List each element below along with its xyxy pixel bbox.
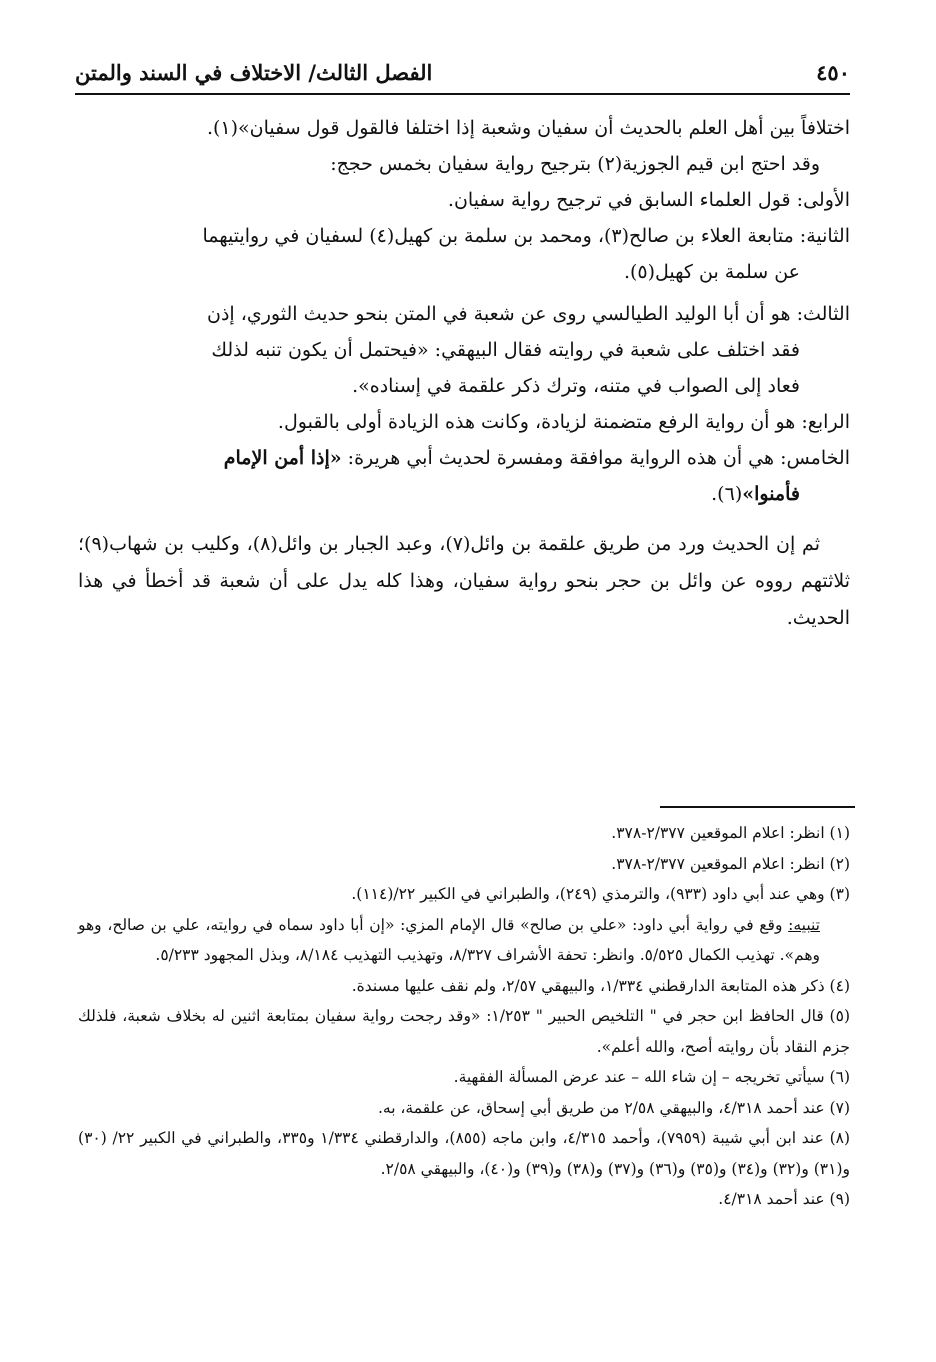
footnote-4: (٤) ذكر هذه المتابعة الدارقطني ١/٣٣٤، والبيهقي ٢/٥٧، ولم نقف عليها مسندة. <box>351 976 850 995</box>
header-rule <box>75 93 850 95</box>
argument-fifth-text: هي أن هذه الرواية موافقة ومفسرة لحديث أبي هريرة: <box>341 447 781 469</box>
argument-first-label: الأولى: <box>796 189 850 211</box>
footnote-9: (٩) عند أحمد ٤/٣١٨. <box>718 1190 850 1208</box>
hadith-quote-end: فأمنوا» <box>742 483 800 505</box>
argument-second-continuation: عن سلمة بن كهيل(٥). <box>623 261 800 283</box>
concluding-paragraph: ثم إن الحديث ورد من طريق علقمة بن وائل(٧)، وعبد الجبار بن وائل(٨)، وكليب بن شهاب(٩)؛ ثلاثتهم رووه عن وائل بن حجر بنحو رواية سفيان، وهذا كله يدل على أن شعبة قد أخطأ في هذا الحديث. <box>78 533 850 629</box>
footnote-3: (٣) وهي عند أبي داود (٩٣٣)، والترمذي (٢٤٩)، والطبراني في الكبير ٢٢/(١١٤). <box>351 885 850 903</box>
argument-fifth-continuation <box>78 476 850 512</box>
argument-fourth-label: الرابع: <box>801 411 850 433</box>
footnote-3-note-label: تنبيه: <box>788 915 820 934</box>
footnote-8: (٨) عند ابن أبي شيبة (٧٩٥٩)، وأحمد ٤/٣١٥، وابن ماجه (٨٥٥)، والدارقطني ١/٣٣٤ و٣٣٥، والطبراني في الكبير ٢٢/ (٣٠) و(٣١) و(٣٢) و(٣٤) و(٣٥) و(٣٦) و(٣٧) و(٣٨) و(٣٩) و(٤٠)، والبيهقي ٢/٥٨. <box>78 1129 851 1178</box>
argument-first <box>78 182 850 218</box>
argument-fourth-text: هو أن رواية الرفع متضمنة لزيادة، وكانت هذه الزيادة أولى بالقبول. <box>277 411 802 433</box>
page-number: ٤٥٠ <box>816 60 850 85</box>
footnote-2: (٢) انظر: اعلام الموقعين ٢/٣٧٧-٣٧٨. <box>611 854 850 873</box>
footnote-ref-6: (٦). <box>711 483 743 505</box>
footnote-1: (١) انظر: اعلام الموقعين ٢/٣٧٧-٣٧٨. <box>611 824 850 842</box>
paragraph-2: وقد احتج ابن قيم الجوزية(٢) بترجيح رواية سفيان بخمس حجج: <box>330 153 820 175</box>
argument-third-label: الثالث: <box>796 303 850 325</box>
argument-third-continuation-2: فعاد إلى الصواب في متنه، وترك ذكر علقمة في إسناده». <box>352 375 800 397</box>
footnote-3-note-text: وقع في رواية أبي داود: «علي بن صالح» قال الإمام المزي: «إن أبا داود سماه في روايته، علي بن صالح، وهو وهم». تهذيب الكمال ٥/٥٢٥. وانظر: تحفة الأشراف ٨/٣٢٧، وتهذيب التهذيب ٨/١٨٤، وبذل المجهود ٥/٢٣٣. <box>78 915 820 964</box>
argument-first-text: قول العلماء السابق في ترجيح رواية سفيان. <box>447 189 797 211</box>
argument-fourth <box>78 404 850 440</box>
argument-second <box>78 218 850 254</box>
argument-fifth-label: الخامس: <box>780 447 850 469</box>
footnote-5: (٥) قال الحافظ ابن حجر في " التلخيص الحبير " ١/٢٥٣: «وقد رجحت رواية سفيان بمتابعة اثنين له بخلاف شعبة، فلذلك جزم النقاد بأن روايته أصح، والله أعلم». <box>78 1007 850 1056</box>
argument-third-text: هو أن أبا الوليد الطيالسي روى عن شعبة في المتن بنحو حديث الثوري، إذن <box>207 303 797 325</box>
hadith-quote: «إذا أمن الإمام <box>223 447 342 469</box>
paragraph-1: اختلافاً بين أهل العلم بالحديث أن سفيان وشعبة إذا اختلفا فالقول قول سفيان»(١). <box>206 117 850 139</box>
footnotes <box>78 818 850 1215</box>
footnote-separator <box>660 806 855 808</box>
argument-second-text: متابعة العلاء بن صالح(٣)، ومحمد بن سلمة بن كهيل(٤) لسفيان في روايتيهما <box>202 225 800 247</box>
footnote-6: (٦) سيأتي تخريجه – إن شاء الله – عند عرض المسألة الفقهية. <box>453 1068 850 1086</box>
main-text <box>78 110 850 637</box>
argument-third <box>78 296 850 332</box>
argument-third-continuation-1: فقد اختلف على شعبة في روايته فقال البيهقي: «فيحتمل أن يكون تنبه لذلك <box>211 339 800 361</box>
footnote-7: (٧) عند أحمد ٤/٣١٨، والبيهقي ٢/٥٨ من طريق أبي إسحاق، عن علقمة، به. <box>377 1098 850 1117</box>
running-title: الفصل الثالث/ الاختلاف في السند والمتن <box>75 60 433 85</box>
footnote-3-note <box>78 910 850 971</box>
argument-fifth <box>78 440 850 476</box>
page-header <box>75 60 850 96</box>
argument-second-label: الثانية: <box>799 225 850 247</box>
